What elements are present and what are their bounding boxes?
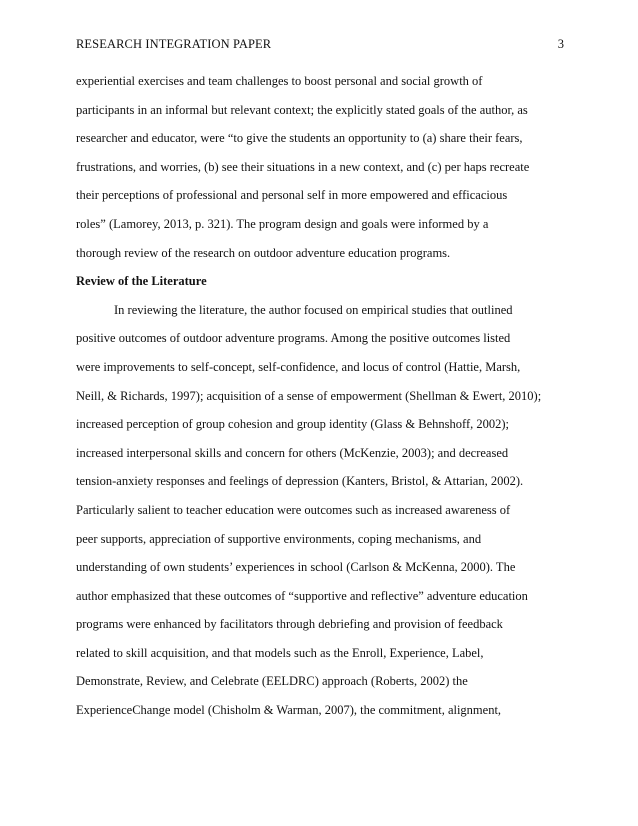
text-line: were improvements to self-concept, self-confidence, and locus of control (Hattie, Marsh,: [76, 359, 521, 374]
text-line: Demonstrate, Review, and Celebrate (EELDRC) approach (Roberts, 2002) the: [76, 674, 468, 689]
text-line: experiential exercises and team challenges to boost personal and social growth of: [76, 74, 483, 88]
text-line: their perceptions of professional and personal self in more empowered and efficacious: [76, 188, 508, 203]
text-line: related to skill acquisition, and that models such as the Enroll, Experience, Label,: [76, 645, 484, 660]
text-line: author emphasized that these outcomes of “supportive and reflective” adventure education: [76, 588, 528, 603]
text-line: thorough review of the research on outdoor adventure education programs.: [76, 245, 451, 260]
paragraph-literature-review: [76, 301, 572, 730]
text-line: programs were enhanced by facilitators through debriefing and provision of feedback: [76, 617, 503, 632]
text-line: participants in an informal but relevant context; the explicitly stated goals of the author, as: [76, 102, 528, 117]
page-number: 3: [557, 37, 564, 51]
text-line: Particularly salient to teacher education were outcomes such as increased awareness of: [76, 502, 511, 517]
text-line: Neill, & Richards, 1997); acquisition of a sense of empowerment (Shellman & Ewert, 2010);: [76, 388, 542, 403]
section-heading: Review of the Literature: [76, 274, 207, 289]
text-line: ExperienceChange model (Chisholm & Warman, 2007), the commitment, alignment,: [76, 703, 502, 718]
text-line: increased perception of group cohesion and group identity (Glass & Behnshoff, 2002);: [76, 417, 510, 432]
running-head: RESEARCH INTEGRATION PAPER: [76, 37, 272, 51]
text-line: researcher and educator, were “to give the students an opportunity to (a) share their fears,: [76, 131, 523, 146]
text-line: In reviewing the literature, the author focused on empirical studies that outlined: [114, 302, 513, 317]
text-line: understanding of own students’ experiences in school (Carlson & McKenna, 2000). The: [76, 560, 516, 575]
text-line: tension-anxiety responses and feelings of depression (Kanters, Bristol, & Attarian, 2002).: [76, 474, 524, 489]
body-text: [76, 72, 572, 730]
text-line: roles” (Lamorey, 2013, p. 321). The program design and goals were informed by a: [76, 216, 489, 231]
text-line: increased interpersonal skills and concern for others (McKenzie, 2003); and decreased: [76, 445, 509, 460]
paragraph-intro-continuation: [76, 72, 572, 272]
text-line: frustrations, and worries, (b) see their situations in a new context, and (c) per haps recreate: [76, 159, 530, 174]
text-line: positive outcomes of outdoor adventure programs. Among the positive outcomes listed: [76, 331, 511, 346]
text-line: peer supports, appreciation of supportive environments, coping mechanisms, and: [76, 531, 482, 546]
